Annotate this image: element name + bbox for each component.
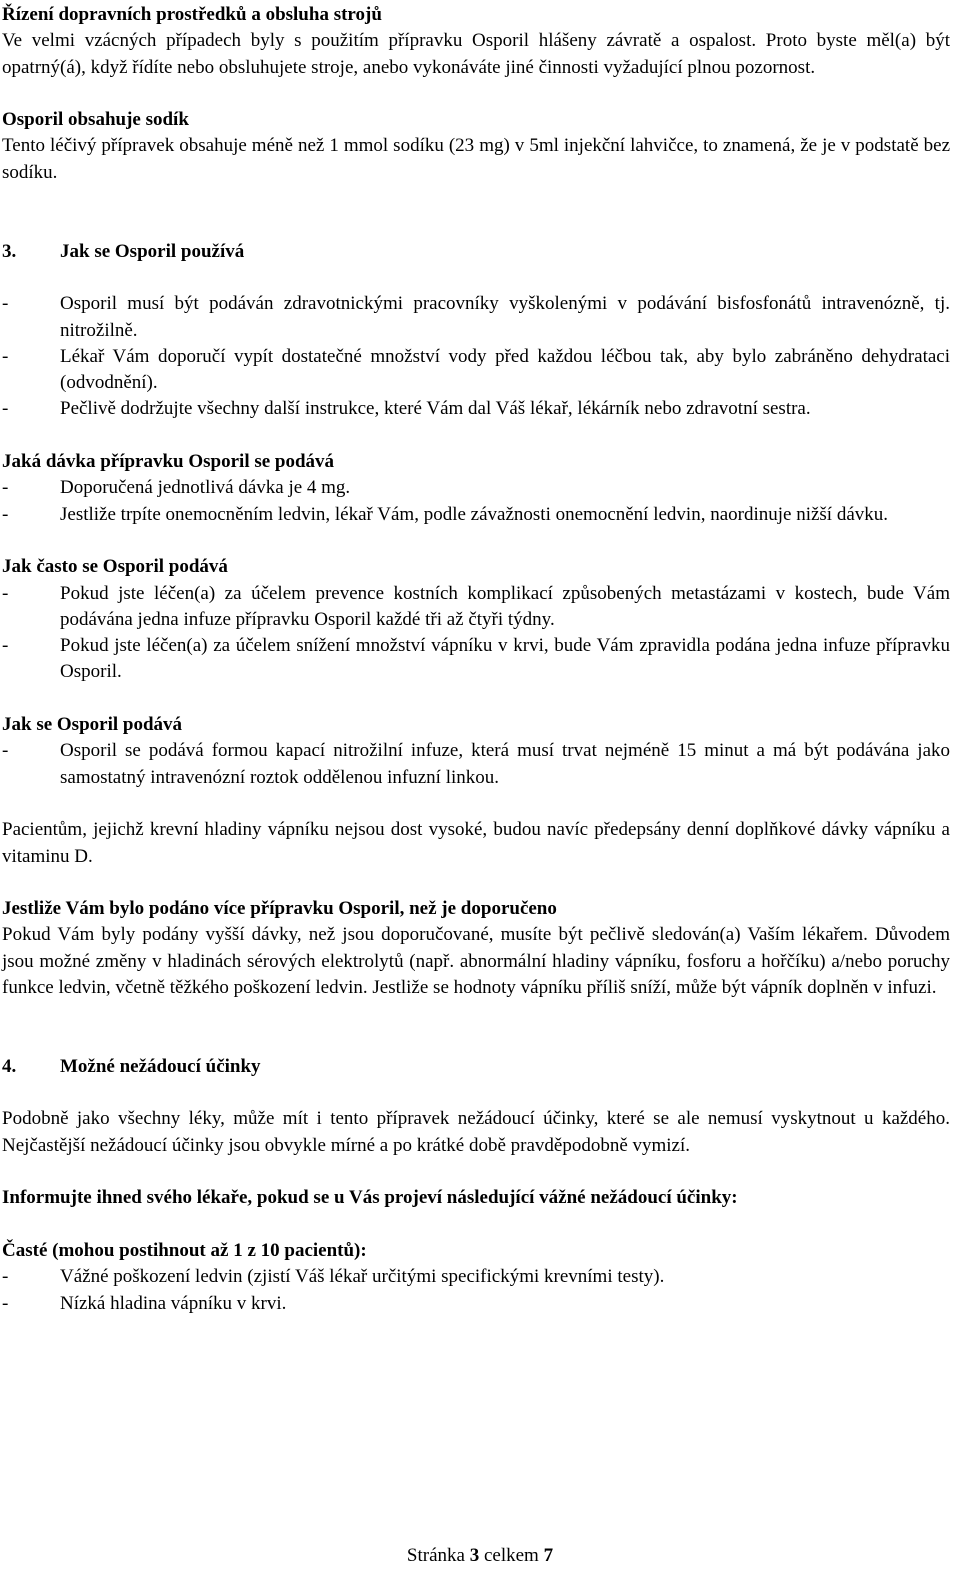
dose-list (2, 475, 950, 528)
list-item: - Doporučená jednotlivá dávka je 4 mg. (2, 475, 950, 501)
footer-middle: celkem (483, 1545, 539, 1566)
list-item: - Lékař Vám doporučí vypít dostatečné množství vody před každou léčbou tak, aby bylo zabráněno dehydrataci (odvodnění). (2, 344, 950, 397)
section-3-heading (2, 239, 950, 265)
administration-heading: Jak se Osporil podává (2, 714, 183, 736)
section-3-number: 3. (2, 240, 17, 262)
driving-text: Ve velmi vzácných případech byly s použitím přípravku Osporil hlášeny závratě a ospalost. Proto byste měl(a) být opatrný(á), když řídíte nebo obsluhujete stroje, anebo vykonáváte jiné činnosti vyžadující plnou pozornost. (2, 30, 950, 78)
list-item: - Pečlivě dodržujte všechny další instrukce, které Vám dal Váš lékař, lékárník nebo zdravotní sestra. (2, 396, 950, 422)
footer-page-number: 3 (469, 1545, 480, 1566)
administration-list (2, 738, 950, 791)
frequency-heading: Jak často se Osporil podává (2, 556, 228, 578)
overdose-text: Pokud Vám byly podány vyšší dávky, než jsou doporučované, musíte být pečlivě sledován(a) Vaším lékařem. Důvodem jsou možné změny v hladinách sérových elektrolytů (např. abnormální hladiny vápníku, fosforu a hořčíku) a/nebo poruchy funkce ledvin, včetně těžkého poškození ledvin. Jestliže se hodnoty vápníku příliš sníží, může být vápník doplněn v infuzi. (2, 924, 950, 998)
list-item: - Jestliže trpíte onemocněním ledvin, lékař Vám, podle závažnosti onemocnění ledvin, naordinuje nižší dávku. (2, 502, 950, 528)
administration-extra-text: Pacientům, jejichž krevní hladiny vápníku nejsou dost vysoké, budou navíc předepsány denní doplňkové dávky vápníku a vitaminu D. (2, 819, 950, 867)
driving-heading: Řízení dopravních prostředků a obsluha strojů (2, 4, 382, 25)
section-3-title: Jak se Osporil používá (60, 240, 245, 262)
section-4-heading (2, 1054, 950, 1080)
list-item: - Pokud jste léčen(a) za účelem snížení množství vápníku v krvi, bude Vám zpravidla podána jedna infuze přípravku Osporil. (2, 633, 950, 686)
list-item: - Osporil musí být podáván zdravotnickými pracovníky vyškolenými v podávání bisfosfonátů intravenózně, tj. nitrožilně. (2, 291, 950, 344)
list-item: - Pokud jste léčen(a) za účelem prevence kostních komplikací způsobených metastázami v kostech, bude Vám podávána jedna infuze přípravku Osporil každé tři až čtyři týdny. (2, 581, 950, 634)
sodium-heading: Osporil obsahuje sodík (2, 109, 189, 131)
section-4-title: Možné nežádoucí účinky (60, 1055, 261, 1077)
section-3-list (2, 291, 950, 422)
overdose-heading: Jestliže Vám bylo podáno více přípravku Osporil, než je doporučeno (2, 898, 557, 920)
list-item: - Osporil se podává formou kapací nitrožilní infuze, která musí trvat nejméně 15 minut a má být podávána jako samostatný intravenózní roztok oddělenou infuzní linkou. (2, 738, 950, 791)
inform-heading: Informujte ihned svého lékaře, pokud se u Vás projeví následující vážné nežádoucí účinky: (2, 1187, 738, 1209)
frequency-list (2, 581, 950, 686)
list-item: - Nízká hladina vápníku v krvi. (2, 1291, 950, 1317)
document-page (2, 2, 950, 1317)
footer-total-pages: 7 (543, 1545, 554, 1566)
common-list (2, 1264, 950, 1317)
common-heading: Časté (mohou postihnout až 1 z 10 pacientů): (2, 1239, 367, 1261)
sodium-text: Tento léčivý přípravek obsahuje méně než 1 mmol sodíku (23 mg) v 5ml injekční lahvičce, to znamená, že je v podstatě bez sodíku. (2, 135, 950, 183)
page-footer (0, 1543, 960, 1569)
list-item: - Vážné poškození ledvin (zjistí Váš lékař určitými specifickými krevními testy). (2, 1264, 950, 1290)
footer-prefix: Stránka (406, 1545, 465, 1566)
section-4-number: 4. (2, 1055, 17, 1077)
section-4-intro: Podobně jako všechny léky, může mít i tento přípravek nežádoucí účinky, které se ale nemusí vyskytnout u každého. Nejčastější nežádoucí účinky jsou obvykle mírné a po krátké době pravděpodobně vymizí. (2, 1108, 950, 1156)
dose-heading: Jaká dávka přípravku Osporil se podává (2, 451, 335, 473)
